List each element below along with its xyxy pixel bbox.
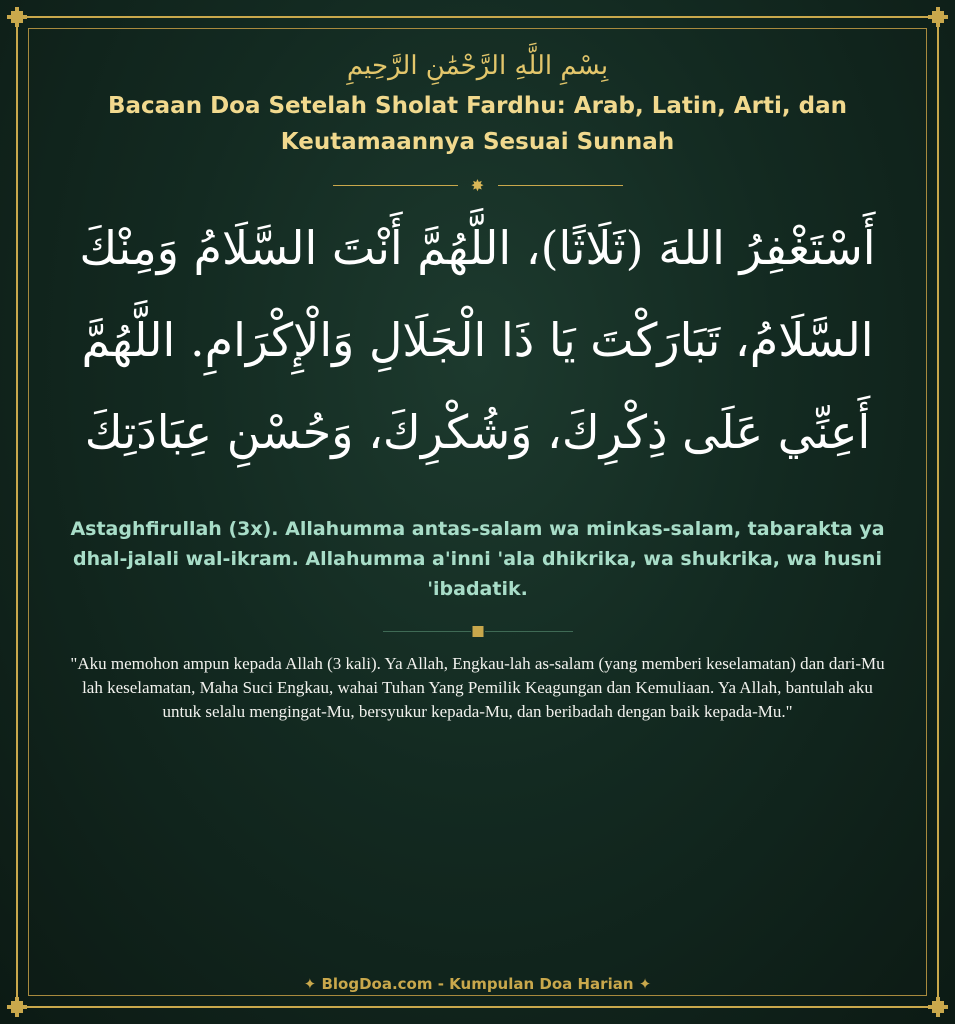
latin-transliteration: Astaghfirullah (3x). Allahumma antas-salam wa minkas-salam, tabarakta ya dhal-jalali wal-ikram. Allahumma a'inni 'ala dhikrika, wa shukrika, wa husni 'ibadatik. — [70, 518, 885, 600]
section-divider — [383, 626, 573, 638]
page-title: Bacaan Doa Setelah Sholat Fardhu: Arab, Latin, Arti, dan Keutamaannya Sesuai Sunnah — [107, 93, 848, 155]
corner-ornament-bottom-right — [932, 1001, 944, 1013]
main-content — [40, 40, 915, 724]
indonesian-translation: "Aku memohon ampun kepada Allah (3 kali). Ya Allah, Engkau-lah as-salam (yang memberi keselamatan) dan dari-Mu lah keselamatan, Maha Suci Engkau, wahai Tuhan Yang Pemilik Keagungan dan Kemuliaan. Ya Allah, bantulah aku untuk selalu mengingat-Mu, bersyukur kepada-Mu, dan beribadah dengan baik kepada-Mu." — [70, 654, 885, 721]
footer-credit: ✦ BlogDoa.com - Kumpulan Doa Harian ✦ — [303, 975, 652, 993]
corner-ornament-top-right — [932, 11, 944, 23]
arabic-prayer-text: أَسْتَغْفِرُ اللهَ (ثَلَاثًا)، اللَّهُمَّ أَنْتَ السَّلَامُ وَمِنْكَ السَّلَامُ، تَبَارَكْتَ يَا ذَا الْجَلَالِ وَالْإِكْرَامِ. اللَّهُمَّ أَعِنِّي عَلَى ذِكْرِكَ، وَشُكْرِكَ، وَحُسْنِ عِبَادَتِكَ — [79, 221, 876, 459]
divider-line-right — [485, 631, 573, 632]
bismillah-heading: بِسْمِ اللَّهِ الرَّحْمَٰنِ الرَّحِيمِ — [346, 51, 609, 81]
corner-ornament-bottom-left — [11, 1001, 23, 1013]
divider-line-left — [383, 631, 471, 632]
divider-line-left — [333, 185, 458, 186]
corner-ornament-top-left — [11, 11, 23, 23]
ornament-divider — [333, 178, 623, 194]
divider-line-right — [498, 185, 623, 186]
star-ornament-icon: ✸ — [470, 176, 485, 195]
diamond-ornament-icon — [472, 626, 483, 637]
